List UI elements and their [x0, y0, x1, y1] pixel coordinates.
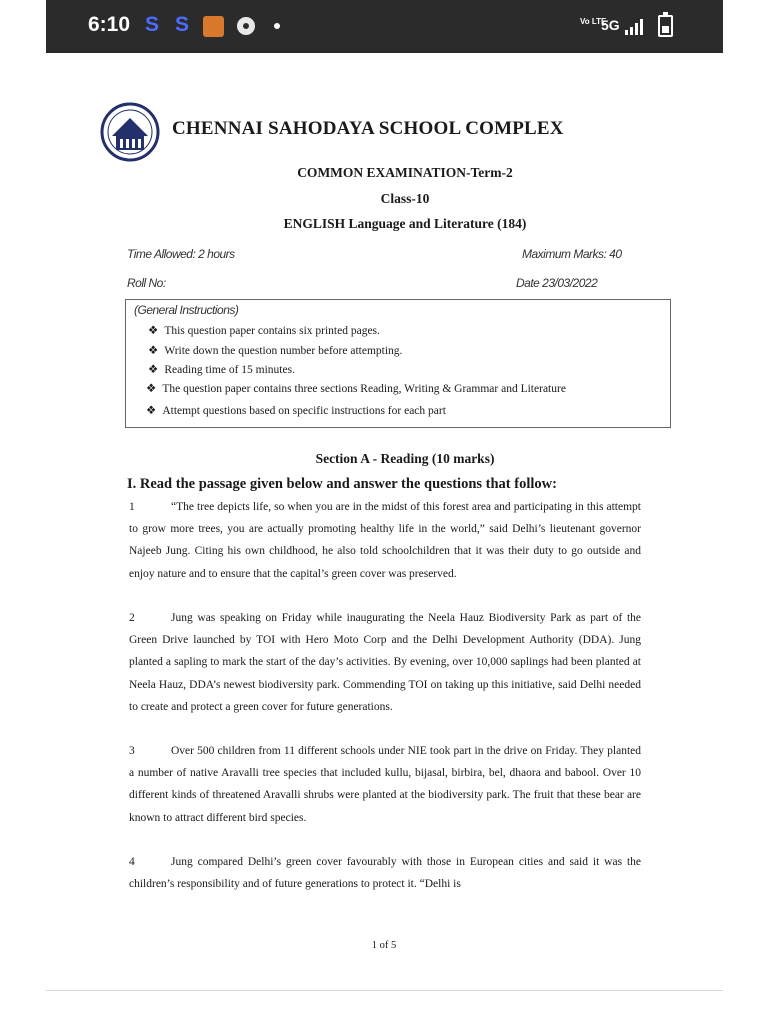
instruction-item: ❖ The question paper contains three sections Reading, Writing & Grammar and Literature — [146, 383, 566, 395]
maximum-marks: Maximum Marks: 40 — [522, 247, 622, 261]
notification-s-icon: S — [145, 13, 160, 36]
section-heading: Section A - Reading (10 marks) — [315, 451, 495, 466]
signal-strength-icon — [625, 19, 651, 35]
volte-indicator: Vo LTE — [580, 17, 607, 26]
passage-paragraph-2: 2 Jung was speaking on Friday while inaugurating the Neela Hauz Biodiversity Park as part of the Green Drive launched by TOI with Hero Moto Corp and the Delhi Development Authority (DDA). Jung planted a sapling to mark the start of the day’s activities. By evening, over 10,000 saplings had been planted at Neela Hauz, DDA’s newest biodiversity park. Commending TOI on taking up this initiative, said Delhi needed to create and protect a green cover for future generations. — [129, 612, 641, 713]
passage-paragraph-1: 1 “The tree depicts life, so when you are in the midst of this forest area and participating in this attempt to grow more trees, you are actually promoting healthy life in the world,” said Delhi’s lieutenant governor Najeeb Jung. Citing his own childhood, he also told schoolchildren that it was their duty to go outside and enjoy nature and to ensure that the capital’s green cover was preserved. — [129, 501, 641, 580]
diamond-bullet-icon: ❖ — [148, 345, 159, 357]
general-instructions-box — [125, 299, 671, 428]
instruction-item: ❖ Reading time of 15 minutes. — [148, 364, 295, 376]
instruction-item: ❖ Write down the question number before attempting. — [148, 345, 403, 357]
battery-icon — [658, 15, 673, 37]
page-divider — [46, 990, 723, 991]
class-label: Class-10 — [380, 191, 430, 206]
instruction-item: ❖ This question paper contains six printed pages. — [148, 325, 380, 337]
chrome-notification-icon — [237, 17, 255, 35]
roll-number: Roll No: — [127, 276, 166, 290]
diamond-bullet-icon: ❖ — [146, 405, 157, 417]
time-allowed: Time Allowed: 2 hours — [127, 247, 235, 261]
passage-paragraph-4: 4 Jung compared Delhi’s green cover favourably with those in European cities and said it was the children’s responsibility and of future generations to protect it. “Delhi is — [129, 856, 641, 891]
more-notifications-dot-icon — [274, 23, 280, 29]
instructions-heading: (General Instructions) — [134, 303, 239, 317]
status-bar — [46, 0, 723, 53]
passage-paragraph-3: 3 Over 500 children from 11 different schools under NIE took part in the drive on Friday. They planted a number of native Aravalli tree species that included kullu, bijasal, birbira, bel, dhaora and babool. Over 10 different kinds of threatened Aravalli shrubs were planted at the biodiversity park. The fruit that these bear are known to attract different bird species. — [129, 745, 641, 824]
status-time: 6:10 — [88, 13, 131, 36]
exam-title: COMMON EXAMINATION-Term-2 — [297, 165, 513, 180]
network-type: 5G — [601, 17, 620, 33]
notification-s-icon-2: S — [175, 13, 190, 36]
school-logo-icon — [100, 102, 160, 162]
diamond-bullet-icon: ❖ — [148, 325, 159, 337]
subject-title: ENGLISH Language and Literature (184) — [283, 216, 527, 231]
question-heading: I. Read the passage given below and answer the questions that follow: — [127, 476, 557, 492]
page-number: 1 of 5 — [371, 940, 397, 951]
diamond-bullet-icon: ❖ — [148, 364, 159, 376]
instruction-item: ❖ Attempt questions based on specific instructions for each part — [146, 405, 446, 417]
school-name: CHENNAI SAHODAYA SCHOOL COMPLEX — [172, 118, 564, 139]
app-notification-icon — [203, 16, 224, 37]
diamond-bullet-icon: ❖ — [146, 383, 157, 395]
exam-date: Date 23/03/2022 — [516, 276, 598, 290]
